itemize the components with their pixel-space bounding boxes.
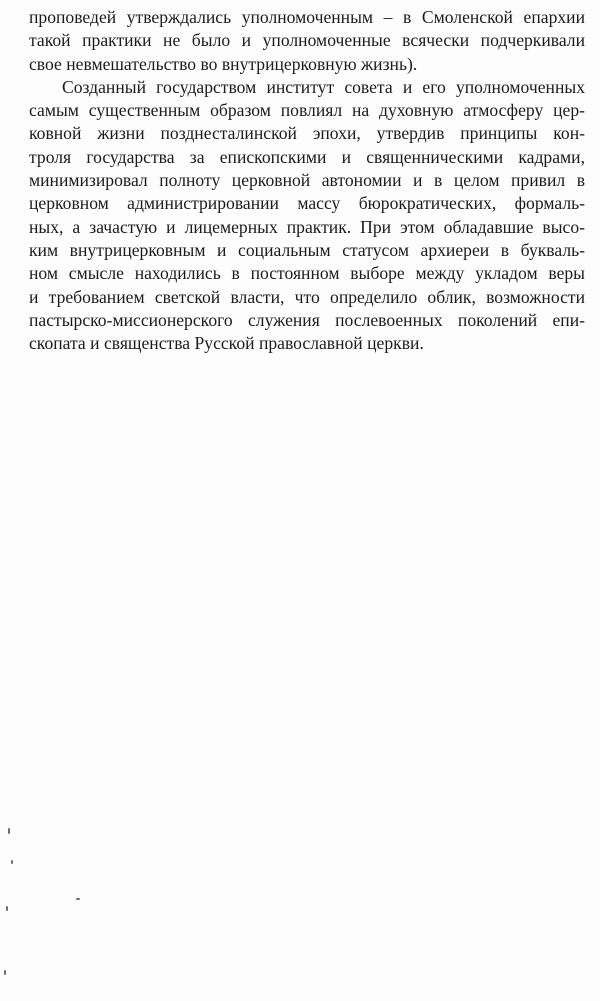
scan-speck: [8, 828, 10, 834]
scan-speck: [76, 898, 80, 900]
text-line: скопата и священства Русской православной церкви.: [29, 333, 424, 354]
scan-speck: [6, 906, 8, 911]
text-line: самым существенным образом повлиял на духовную атмосферу цер-: [29, 100, 585, 121]
text-line: ных, а зачастую и лицемерных практик. При этом обладавшие высо-: [29, 216, 585, 237]
text-line: троля государства за епископскими и священническими кадрами,: [29, 146, 585, 167]
paragraph-1: [29, 6, 585, 76]
text-line: такой практики не было и уполномоченные всячески подчеркивали: [29, 30, 585, 51]
text-line: Созданный государством институт совета и его уполномоченных: [62, 76, 585, 97]
text-line: и требованием светской власти, что определило облик, возможности: [29, 286, 585, 307]
body-text: [29, 6, 585, 355]
scan-speck: [11, 860, 13, 864]
text-line: ном смысле находились в постоянном выборе между укладом веры: [29, 263, 585, 284]
paragraph-2: [29, 76, 585, 356]
text-line: свое невмешательство во внутрицерковную жизнь).: [29, 53, 418, 74]
text-line: церковном администрировании массу бюрократических, формаль-: [29, 193, 585, 214]
text-line: ким внутрицерковным и социальным статусом архиереи в букваль-: [29, 239, 585, 260]
text-line: минимизировал полноту церковной автономии и в целом привил в: [29, 170, 585, 191]
text-line: ковной жизни позднесталинской эпохи, утвердив принципы кон-: [29, 123, 585, 144]
text-line: пастырско-миссионерского служения послевоенных поколений епи-: [29, 309, 585, 330]
scan-speck: [4, 970, 6, 975]
text-line: проповедей утверждались уполномоченным – в Смоленской епархии: [29, 7, 585, 27]
